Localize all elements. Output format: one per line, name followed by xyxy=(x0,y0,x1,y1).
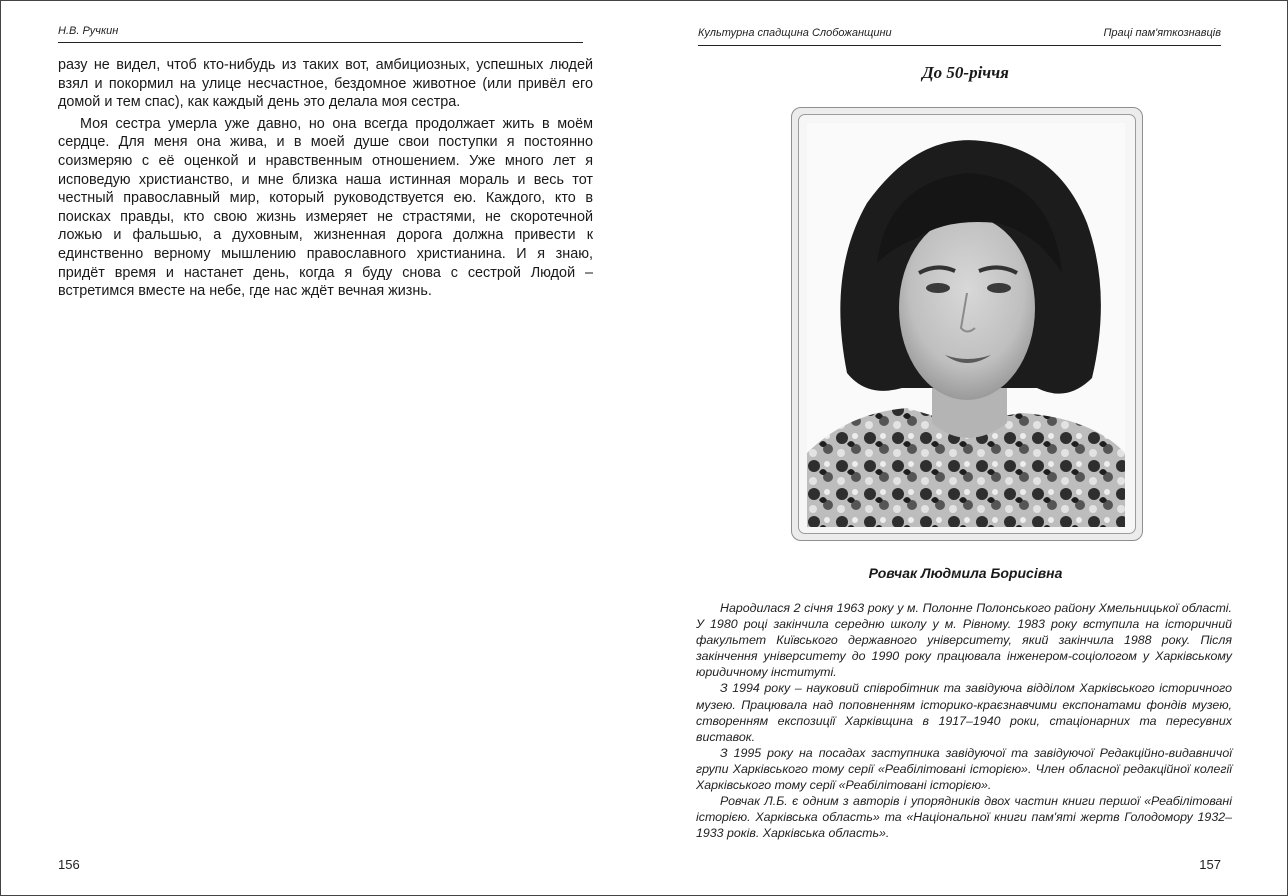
portrait-frame-inner xyxy=(798,114,1136,534)
portrait-photo-icon xyxy=(807,123,1125,527)
right-running-head-left: Культурна спадщина Слобожанщини xyxy=(698,27,892,39)
portrait-frame xyxy=(791,107,1143,541)
portrait-name-caption: Ровчак Людмила Борисівна xyxy=(868,565,1063,581)
bio-paragraph-1: Народилася 2 січня 1963 року у м. Полонне Полонського району Хмельницької області. У 1980 році закінчила середню школу у м. Рівному. 1983 року вступила на історичний факультет Київського державного університету, який закінчила 1988 року. Після закінчення університету до 1990 року працювала інженером-соціологом у Харківському юридичному інституті. xyxy=(696,601,1232,680)
left-page-number: 156 xyxy=(58,857,80,872)
right-header-rule xyxy=(698,45,1221,46)
right-running-head-right: Праці пам'яткознавців xyxy=(1103,27,1221,39)
left-body-text xyxy=(58,56,593,301)
left-paragraph-2: Моя сестра умерла уже давно, но она всегда продолжает жить в моём сердце. Для меня она жива, и в моей душе свои поступки я постоянно соизмеряю с её оценкой и нравственным отношением. Уже много лет я исповедую христианство, и мне близка наша истинная мораль и весь тот честный православный мир, который руководствуется ею. Каждого, кто в поисках правды, кто свою жизнь измеряет не страстями, не скоротечной ложью и фальшью, а духовным, жизненная дорога должна привести к единственно верному мышлению православного христианина. И я знаю, придёт время и настанет день, когда я буду снова с сестрой Людой – встретимся вместе на небе, где нас ждёт вечная жизнь. xyxy=(58,115,593,300)
right-page xyxy=(644,1,1287,895)
left-paragraph-1: разу не видел, чтоб кто-нибудь из таких вот, амбициозных, успешных людей взял и покормил на улице несчастное, бездомное животное (или привёл его домой и тем спас), как каждый день это делала моя сестра. xyxy=(58,57,593,111)
bio-paragraph-2: З 1994 року – науковий співробітник та завідуюча відділом Харківського історичного музею. Працювала над поповненням історико-краєзнавчими експонатами фондів музею, створенням експозиції Харківщина в 1917–1940 роки, стаціонарних та пересувних виставок. xyxy=(696,681,1232,744)
section-title: До 50-річчя xyxy=(922,63,1009,82)
bio-paragraph-3: З 1995 року на посадах заступника завідуючої та завідуючої Редакційно-видавничої групи Харківського тому серії «Реабілітовані історією». Член обласної редакційної колегії Харківського тому серії «Реабілітовані історією». xyxy=(696,745,1232,793)
biography-text xyxy=(696,600,1232,841)
left-running-head: Н.В. Ручкин xyxy=(58,25,119,37)
left-header-rule xyxy=(58,42,583,43)
left-page xyxy=(1,1,644,895)
bio-paragraph-4: Ровчак Л.Б. є одним з авторів і упорядників двох частин книги першої «Реабілітовані історією. Харківська область» та «Національної книги пам'яті жертв Голодомору 1932–1933 років. Харківська область». xyxy=(696,794,1232,841)
right-page-number: 157 xyxy=(1199,857,1221,872)
